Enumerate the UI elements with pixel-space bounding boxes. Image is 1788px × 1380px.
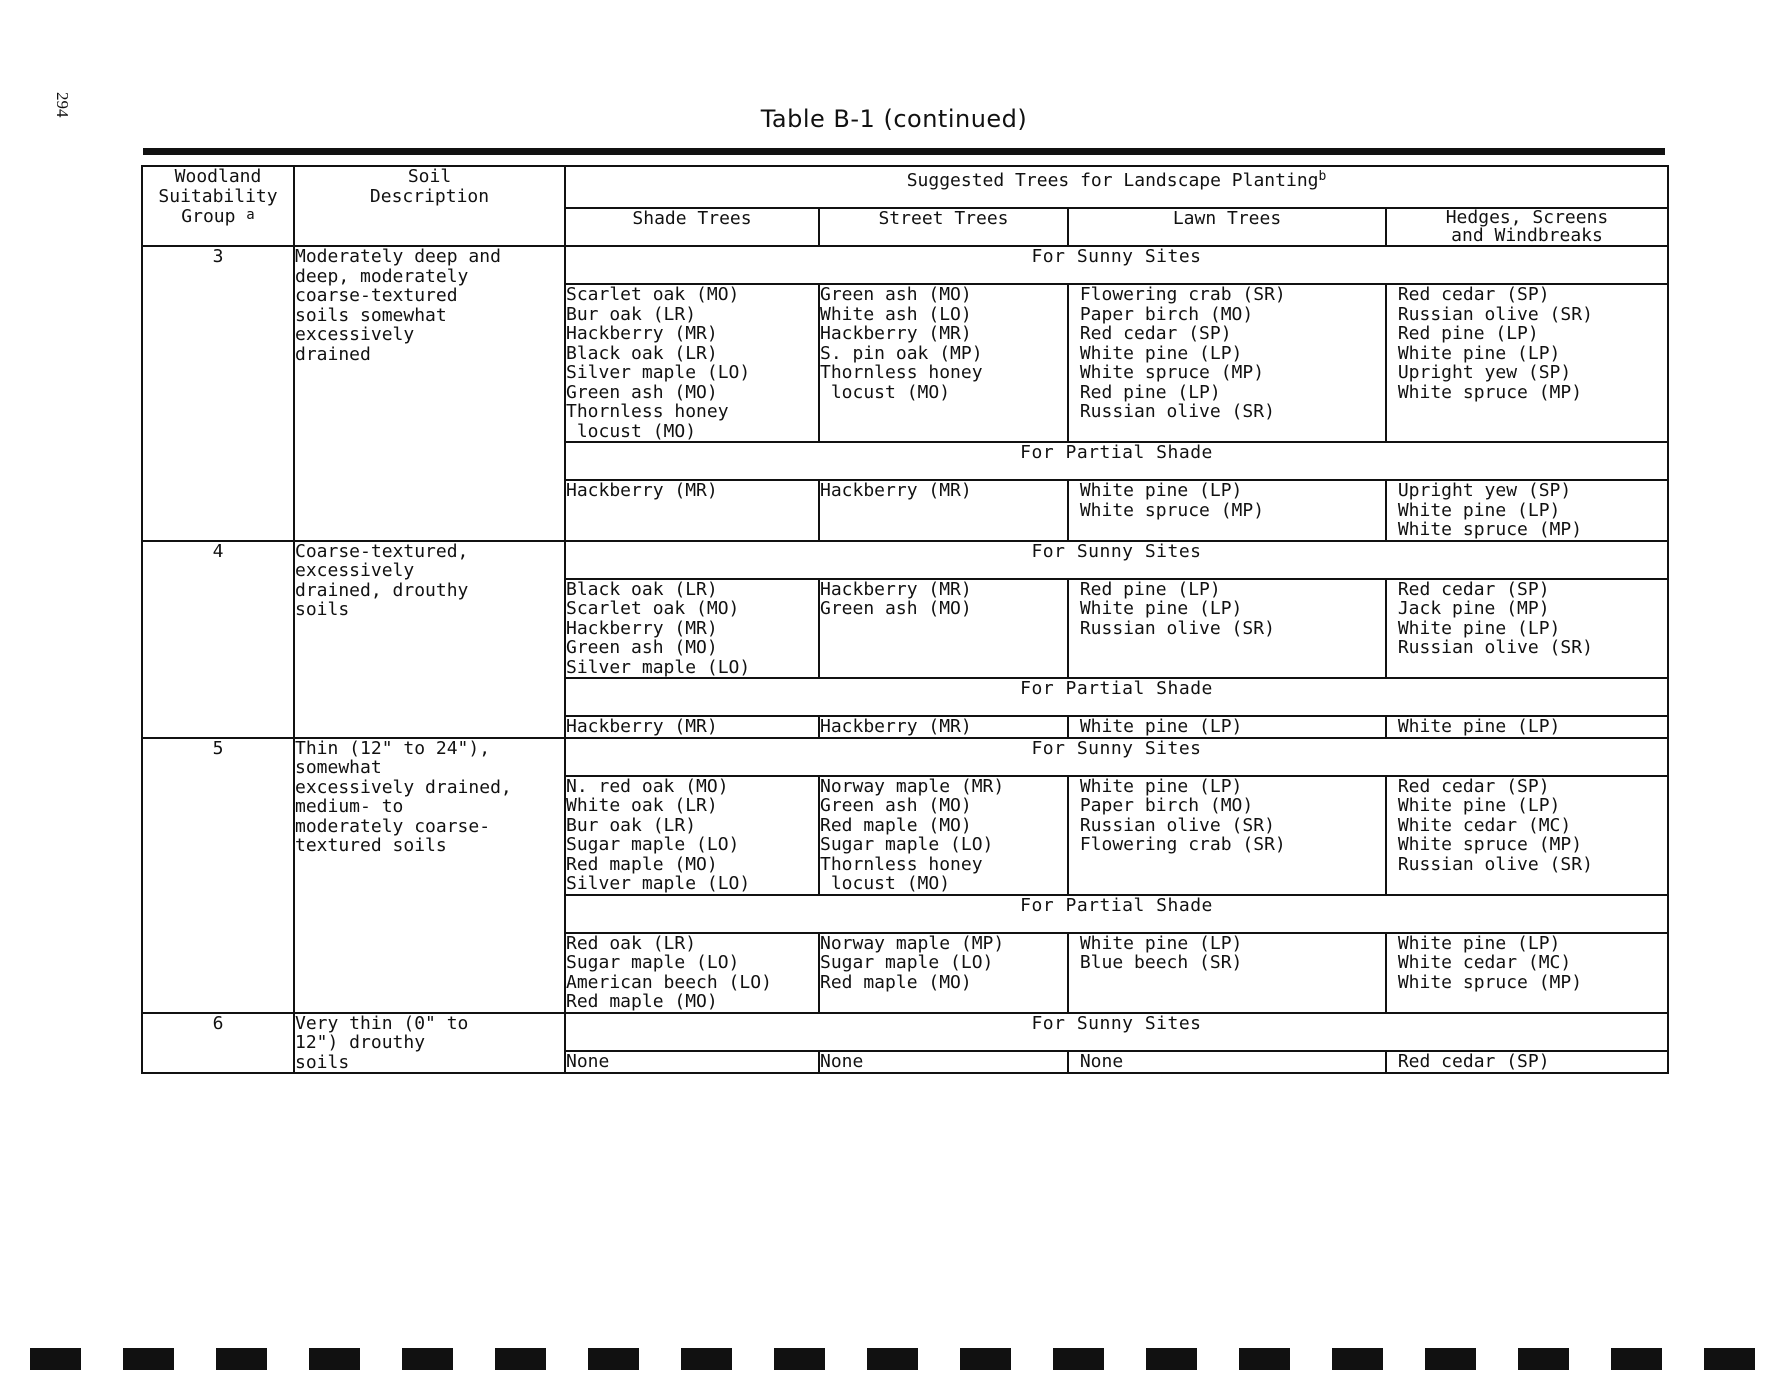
cell-shade-trees [565,716,819,738]
soil-description: Thin (12" to 24"), somewhat excessively drained, medium- to moderately coarse- textured soils [294,738,565,1013]
band-row [142,541,1668,579]
tree-entry: Bur oak (LR) [566,303,697,325]
site-band: For Sunny Sites [565,246,1668,284]
tree-entry: Thornless honey [820,362,983,383]
cell-lawn-trees [1068,480,1386,541]
tree-entry: locust (MO) [820,873,951,894]
table-body [142,246,1668,1073]
header-group-col [142,166,294,246]
tree-entry: White spruce (MP) [1387,519,1583,540]
tree-entry: Red cedar (SP) [1387,775,1550,797]
trees-table [141,165,1669,1074]
header-group-line: Suitability [158,185,278,207]
registration-mark [123,1348,174,1370]
header-soil-line: Soil [407,166,452,187]
tree-entry: locust (MO) [566,420,697,442]
tree-entry: Sugar maple (LO) [820,834,994,855]
registration-mark [402,1348,453,1370]
cell-street-trees [819,1051,1068,1074]
cell-shade-trees [565,933,819,1013]
tree-entry: Sugar maple (LO) [566,952,740,973]
header-lawn-trees: Lawn Trees [1068,208,1386,246]
tree-entry: Silver maple (LO) [566,362,751,383]
tree-entry: White spruce (MP) [1069,362,1265,383]
cell-street-trees [819,480,1068,541]
cell-street-trees [819,579,1068,679]
tree-entry: Green ash (MO) [566,637,718,658]
registration-mark [1425,1348,1476,1370]
tree-entry: Green ash (MO) [820,598,972,619]
tree-entry: White spruce (MP) [1387,971,1583,993]
site-band: For Partial Shade [565,442,1668,480]
soil-description: Coarse-textured, excessively drained, drouthy soils [294,541,565,738]
registration-mark [495,1348,546,1370]
tree-entry: Red pine (LP) [1069,578,1221,600]
tree-entry: Norway maple (MR) [820,775,1005,797]
tree-entry: Black oak (LR) [566,342,718,364]
tree-entry: White pine (LP) [1387,499,1561,521]
tree-entry: Red cedar (SP) [1069,323,1232,344]
tree-entry: Hackberry (MR) [820,480,972,501]
registration-mark [1053,1348,1104,1370]
header-shade-trees: Shade Trees [565,208,819,246]
tree-entry: White pine (LP) [1069,716,1243,737]
tree-entry: White cedar (MC) [1387,814,1572,836]
tree-entry: Red maple (MO) [820,814,972,836]
registration-mark [309,1348,360,1370]
cell-lawn-trees [1068,776,1386,895]
tree-entry: White spruce (MP) [1387,381,1583,403]
cell-hedges-screens [1386,716,1668,738]
tree-entry: N. red oak (MO) [566,775,729,797]
tree-entry: Hackberry (MR) [566,480,718,501]
registration-mark [30,1348,81,1370]
tree-entry: Thornless honey [566,401,729,422]
tree-entry: Russian olive (SR) [1387,303,1593,325]
tree-entry: Norway maple (MP) [820,932,1005,954]
tree-entry: Scarlet oak (MO) [566,598,740,619]
tree-entry: Paper birch (MO) [1069,795,1254,816]
tree-entry: Scarlet oak (MO) [566,284,740,305]
cell-hedges-screens [1386,579,1668,679]
tree-entry: White pine (LP) [1387,716,1561,737]
cell-hedges-screens [1386,480,1668,541]
cell-shade-trees [565,776,819,895]
cell-shade-trees [565,284,819,442]
registration-mark [681,1348,732,1370]
header-soil-line: Description [369,185,490,207]
tree-entry: S. pin oak (MP) [820,342,983,364]
tree-entry: White pine (LP) [1387,617,1561,639]
tree-entry: Paper birch (MO) [1069,303,1254,325]
tree-entry: Hackberry (MR) [820,323,972,344]
tree-entry: Jack pine (MP) [1387,598,1550,619]
tree-entry: Bur oak (LR) [566,814,697,836]
cell-lawn-trees [1068,933,1386,1013]
cell-lawn-trees [1068,579,1386,679]
tree-entry: None [820,1050,864,1072]
tree-entry: White oak (LR) [566,795,718,816]
cell-street-trees [819,716,1068,738]
header-soil-col [294,166,565,246]
tree-entry: Thornless honey [820,853,983,875]
registration-mark [867,1348,918,1370]
header-group-line: Group [181,206,236,227]
tree-entry: Red maple (MO) [566,853,718,875]
registration-mark [588,1348,639,1370]
registration-mark [1146,1348,1197,1370]
cell-hedges-screens [1386,933,1668,1013]
registration-mark [1239,1348,1290,1370]
registration-mark [1332,1348,1383,1370]
registration-mark [216,1348,267,1370]
tree-entry: Hackberry (MR) [566,617,718,639]
tree-entry: Red maple (MO) [566,991,718,1012]
registration-mark [774,1348,825,1370]
header-group-footnote: a [246,207,255,223]
tree-entry: White pine (LP) [1387,932,1561,954]
tree-entry: locust (MO) [820,381,951,403]
header-street-trees: Street Trees [819,208,1068,246]
tree-entry: Hackberry (MR) [566,716,718,737]
tree-entry: Green ash (MO) [566,381,718,403]
cell-lawn-trees [1068,716,1386,738]
cell-hedges-screens [1386,776,1668,895]
soil-description: Moderately deep and deep, moderately coarse-textured soils somewhat excessively drained [294,246,565,541]
tree-entry: Russian olive (SR) [1069,814,1275,836]
site-band: For Sunny Sites [565,1013,1668,1051]
tree-entry: White pine (LP) [1069,598,1243,619]
page-number: 294 [53,92,72,118]
tree-entry: Green ash (MO) [820,795,972,816]
registration-mark [1704,1348,1755,1370]
group-number: 4 [142,541,294,738]
tree-entry: White spruce (MP) [1069,499,1265,521]
site-band: For Partial Shade [565,678,1668,716]
tree-entry: Red cedar (SP) [1387,1050,1550,1072]
group-number: 5 [142,738,294,1013]
tree-entry: White pine (LP) [1069,775,1243,797]
site-band: For Sunny Sites [565,541,1668,579]
tree-entry: White cedar (MC) [1387,952,1572,973]
tree-entry: White pine (LP) [1387,795,1561,816]
tree-entry: Hackberry (MR) [566,323,718,344]
tree-entry: Red pine (LP) [1387,323,1539,344]
tree-entry: Russian olive (SR) [1069,401,1275,422]
table-title: Table B-1 (continued) [760,105,1028,133]
group-number: 6 [142,1013,294,1074]
tree-entry: Russian olive (SR) [1387,637,1593,658]
tree-entry: Upright yew (SP) [1387,480,1572,501]
cell-shade-trees [565,480,819,541]
tree-entry: Russian olive (SR) [1069,617,1275,639]
tree-entry: Russian olive (SR) [1387,853,1593,875]
cell-street-trees [819,776,1068,895]
tree-entry: Green ash (MO) [820,284,972,305]
cell-shade-trees [565,579,819,679]
registration-mark [1611,1348,1662,1370]
cell-street-trees [819,284,1068,442]
band-row [142,1013,1668,1051]
tree-entry: Silver maple (LO) [566,656,751,678]
cell-lawn-trees [1068,284,1386,442]
registration-mark [960,1348,1011,1370]
tree-entry: Red cedar (SP) [1387,578,1550,600]
tree-entry: Black oak (LR) [566,578,718,600]
registration-mark [1518,1348,1569,1370]
header-suggested-trees-label: Suggested Trees for Landscape Planting [906,170,1319,191]
site-band: For Partial Shade [565,895,1668,933]
tree-entry: Sugar maple (LO) [566,834,740,855]
tree-entry: Red maple (MO) [820,971,972,993]
title-rule [143,148,1665,155]
header-suggested-trees-footnote: b [1318,169,1327,184]
cell-hedges-screens [1386,284,1668,442]
tree-entry: None [566,1050,610,1072]
tree-entry: None [1069,1050,1124,1072]
tree-entry: White spruce (MP) [1387,834,1583,855]
soil-description: Very thin (0" to 12") drouthy soils [294,1013,565,1074]
band-row [142,738,1668,776]
tree-entry: Red oak (LR) [566,932,697,954]
header-group-line: Woodland [174,166,262,187]
tree-entry: White pine (LP) [1069,342,1243,364]
tree-entry: White pine (LP) [1387,342,1561,364]
group-number: 3 [142,246,294,541]
tree-entry: Hackberry (MR) [820,578,972,600]
cell-hedges-screens [1386,1051,1668,1074]
tree-entry: Sugar maple (LO) [820,952,994,973]
tree-entry: Flowering crab (SR) [1069,284,1286,305]
tree-entry: Silver maple (LO) [566,873,751,894]
tree-entry: Red cedar (SP) [1387,284,1550,305]
cell-lawn-trees [1068,1051,1386,1074]
tree-entry: Blue beech (SR) [1069,952,1243,973]
registration-marks [30,1348,1770,1370]
tree-entry: Hackberry (MR) [820,716,972,737]
site-band: For Sunny Sites [565,738,1668,776]
cell-street-trees [819,933,1068,1013]
cell-shade-trees [565,1051,819,1074]
tree-entry: Red pine (LP) [1069,381,1221,403]
header-hedges: Hedges, Screens and Windbreaks [1386,208,1668,246]
band-row [142,246,1668,284]
tree-entry: White ash (LO) [820,303,972,325]
tree-entry: White pine (LP) [1069,932,1243,954]
tree-entry: White pine (LP) [1069,480,1243,501]
tree-entry: American beech (LO) [566,971,772,993]
header-suggested-trees [565,166,1668,208]
tree-entry: Flowering crab (SR) [1069,834,1286,855]
tree-entry: Upright yew (SP) [1387,362,1572,383]
